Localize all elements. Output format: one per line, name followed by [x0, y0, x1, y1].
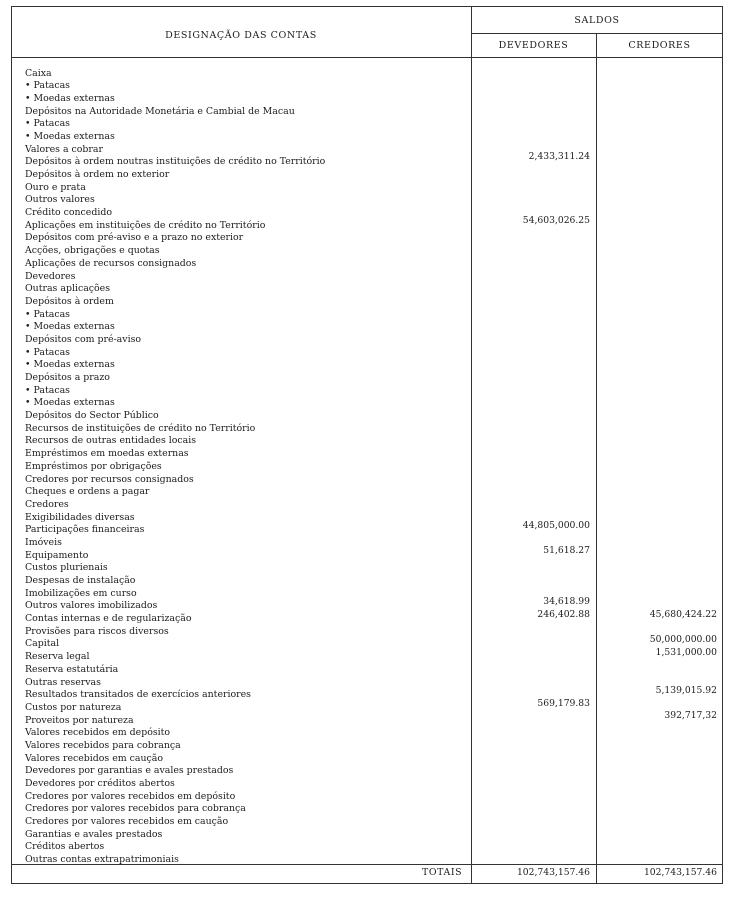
total-devedores: 102,743,157.46 [516, 867, 590, 878]
debit-value: 34,618.99 [543, 595, 590, 607]
account-row: Exigibilidades diversas [25, 511, 135, 523]
account-row: Participações financeiras [25, 524, 145, 536]
account-row: Outras contas extrapatrimoniais [25, 854, 179, 866]
account-row: Despesas de instalação [25, 575, 136, 586]
debit-value: 51,618.27 [543, 545, 590, 557]
account-row: Contas internas e de regularização [25, 613, 192, 625]
divider-saldos-header [471, 33, 723, 34]
account-row: Depósitos com pré-aviso e a prazo no exterior [25, 232, 244, 244]
account-row: • Moedas externas [25, 321, 115, 333]
account-row: Reserva legal [25, 651, 90, 663]
account-row: Valores recebidos para cobrança [25, 739, 181, 751]
account-row: Custos plurienais [25, 562, 108, 574]
account-row: • Patacas [25, 346, 70, 358]
account-row: Aplicações em instituições de crédito no Território [25, 219, 266, 231]
account-row: Valores recebidos em depósito [25, 727, 171, 739]
account-row: • Patacas [25, 308, 70, 320]
debit-value: 54,603,026.25 [522, 214, 590, 226]
account-row: Credores por valores recebidos em depósito [25, 790, 236, 802]
account-row: • Moedas externas [25, 92, 115, 104]
account-row: Credores por recursos consignados [25, 473, 194, 485]
account-row: Credores [25, 498, 69, 510]
account-row: Depósitos a prazo [25, 372, 110, 383]
account-row: Credores por valores recebidos para cobrança [25, 803, 246, 815]
account-row: Depósitos com pré-aviso [25, 333, 142, 345]
account-row: Recursos de outras entidades locais [25, 435, 197, 447]
debit-value: 44,805,000.00 [522, 519, 590, 531]
account-row: Acções, obrigações e quotas [25, 245, 160, 257]
account-list [25, 68, 325, 867]
account-row: Reserva estatutária [25, 663, 119, 675]
account-row: Empréstimos em moedas externas [25, 448, 189, 460]
divider-designacao [471, 6, 472, 884]
account-row: Outros valores [25, 194, 95, 206]
account-row: Ouro e prata [25, 181, 86, 193]
account-row: • Patacas [25, 118, 70, 130]
total-credores: 102,743,157.46 [643, 867, 717, 878]
account-row: • Moedas externas [25, 397, 115, 409]
account-row: Devedores por créditos abertos [25, 778, 175, 789]
account-row: Garantias e avales prestados [25, 828, 163, 840]
account-row: Proveitos por natureza [25, 714, 134, 726]
credit-value: 5,139,015.92 [655, 684, 717, 696]
account-row: Capital [25, 638, 60, 650]
account-row: Outras aplicações [25, 283, 111, 295]
account-row: Provisões para riscos diversos [25, 625, 169, 637]
account-row: Custos por natureza [25, 701, 122, 713]
account-row: • Moedas externas [25, 359, 115, 371]
credit-value: 50,000,000.00 [649, 634, 717, 645]
account-row: Depósitos na Autoridade Monetária e Cambial de Macau [25, 105, 295, 117]
account-row: Depósitos à ordem [25, 295, 114, 307]
credit-value: 1,531,000.00 [655, 646, 717, 658]
account-row: • Patacas [25, 384, 70, 396]
account-row: Caixa [25, 67, 52, 79]
account-row: • Patacas [25, 80, 70, 92]
credit-value: 392,717,32 [664, 710, 717, 722]
account-row: Depósitos à ordem noutras instituições de crédito no Território [25, 156, 326, 168]
account-row: Empréstimos por obrigações [25, 460, 162, 472]
divider-saldos [596, 33, 597, 884]
debit-value: 246,402.88 [537, 608, 590, 620]
account-row: Créditos abertos [25, 841, 105, 853]
account-row: Imobilizações em curso [25, 587, 137, 599]
divider-header-bottom [11, 57, 723, 58]
account-row: Outras reservas [25, 676, 101, 688]
header-devedores: DEVEDORES [498, 40, 569, 51]
account-row: Aplicações de recursos consignados [25, 257, 197, 269]
debit-value: 2,433,311.24 [528, 151, 590, 163]
account-row: Devedores [25, 270, 76, 282]
account-row: Depósitos do Sector Público [25, 410, 159, 422]
account-row: Imóveis [25, 536, 62, 548]
credit-value: 45,680,424.22 [649, 608, 717, 620]
header-saldos: SALDOS [574, 15, 620, 26]
account-row: Depósitos à ordem no exterior [25, 169, 170, 180]
totals-label: TOTAIS [422, 867, 463, 878]
account-row: Outros valores imobilizados [25, 600, 158, 612]
header-credores: CREDORES [628, 40, 691, 51]
account-row: Crédito concedido [25, 207, 112, 219]
account-row: Resultados transitados de exercícios anteriores [25, 689, 251, 701]
account-row: Cheques e ordens a pagar [25, 486, 150, 498]
account-row: Devedores por garantias e avales prestados [25, 765, 234, 777]
account-row: • Moedas externas [25, 130, 115, 142]
account-row: Valores a cobrar [25, 143, 103, 155]
account-row: Recursos de instituições de crédito no Território [25, 422, 256, 434]
debit-value: 569,179.83 [537, 697, 590, 709]
account-row: Valores recebidos em caução [25, 752, 164, 764]
account-row: Credores por valores recebidos em caução [25, 816, 229, 828]
account-row: Equipamento [25, 549, 89, 561]
header-designacao: DESIGNAÇÃO DAS CONTAS [165, 30, 317, 41]
